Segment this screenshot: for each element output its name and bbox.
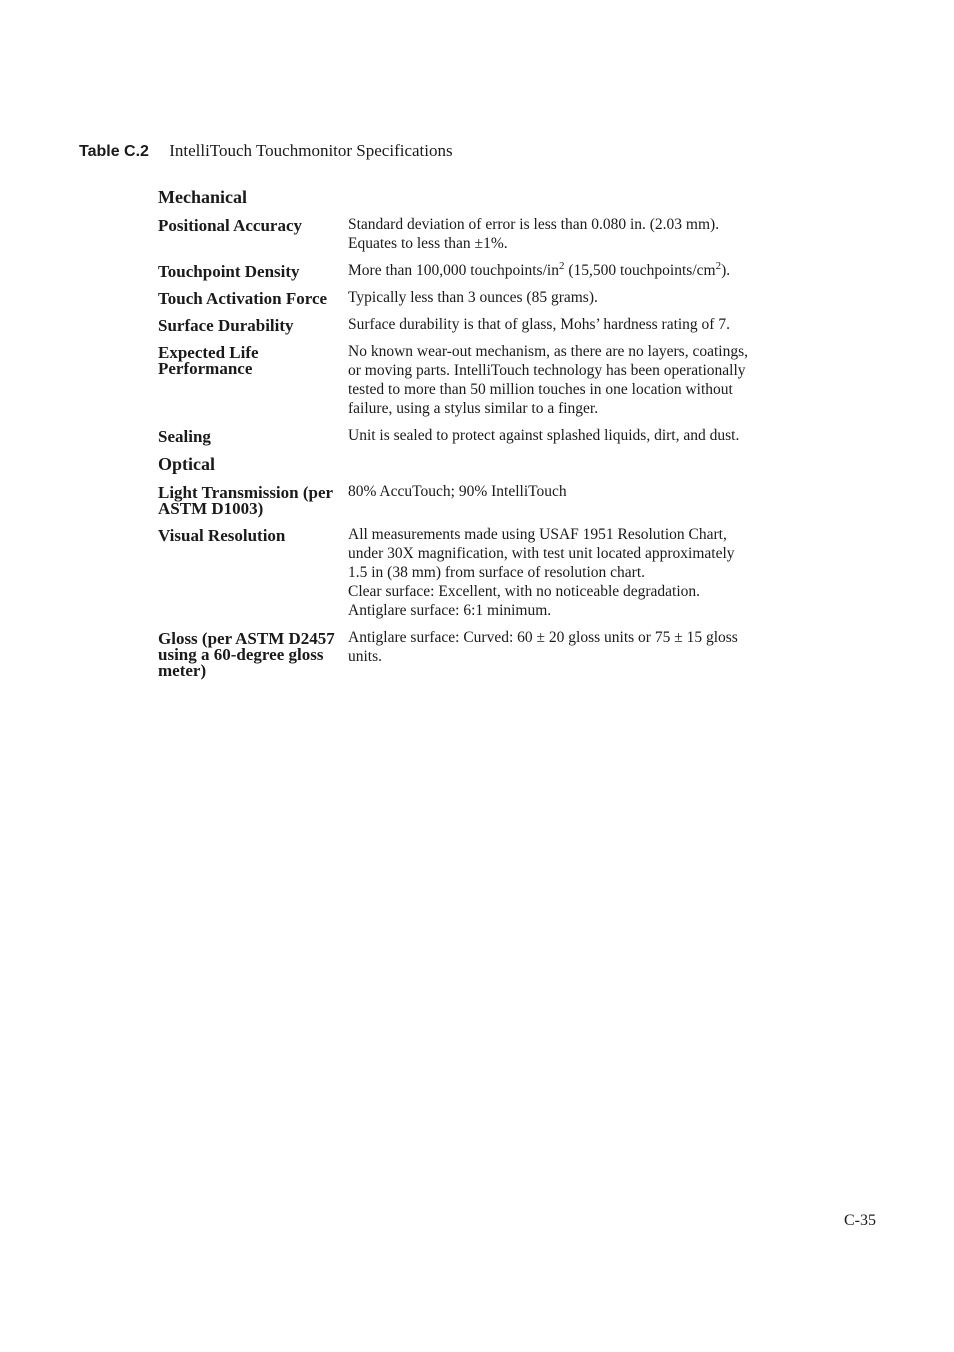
- spec-label: Sealing: [158, 427, 211, 446]
- spec-value-line: units.: [348, 648, 383, 665]
- table-number: Table C.2: [79, 143, 149, 160]
- spec-value: [348, 426, 798, 445]
- spec-value-line: Antiglare surface: 6:1 minimum.: [348, 602, 552, 619]
- superscript: 2: [715, 259, 722, 272]
- spec-row-touch-activation-force: [158, 288, 798, 307]
- spec-value-line: or moving parts. IntelliTouch technology has been operationally: [348, 362, 746, 379]
- spec-row-positional-accuracy: [158, 215, 798, 253]
- spec-row-visual-resolution: [158, 525, 798, 620]
- spec-label: Positional Accuracy: [158, 216, 303, 235]
- table-title: IntelliTouch Touchmonitor Specifications: [169, 141, 453, 160]
- superscript: 2: [558, 259, 565, 272]
- spec-value: [348, 288, 798, 307]
- spec-row-gloss: [158, 628, 798, 679]
- spec-value-line: under 30X magnification, with test unit located approximately: [348, 545, 735, 562]
- spec-value-line: tested to more than 50 million touches in one location without: [348, 381, 733, 398]
- spec-value-line: Clear surface: Excellent, with no noticeable degradation.: [348, 583, 701, 600]
- section-title-mechanical: Mechanical: [158, 187, 247, 207]
- spec-value: [348, 628, 798, 679]
- spec-value-line: No known wear-out mechanism, as there are no layers, coatings,: [348, 343, 748, 360]
- spec-row-touchpoint-density: [158, 261, 798, 280]
- spec-value: [348, 215, 798, 253]
- spec-value: [348, 525, 798, 620]
- value-text: More than 100,000 touchpoints/in: [348, 262, 559, 279]
- spec-value-line: Typically less than 3 ounces (85 grams).: [348, 289, 598, 306]
- spec-value: [348, 342, 798, 418]
- spec-row-surface-durability: [158, 315, 798, 334]
- spec-label: Touchpoint Density: [158, 262, 300, 281]
- spec-label: Light Transmission (per ASTM D1003): [158, 483, 333, 518]
- spec-value: [348, 261, 798, 280]
- spec-label: Expected Life Performance: [158, 343, 259, 378]
- spec-label: Visual Resolution: [158, 526, 286, 545]
- page-number: C-35: [844, 1212, 876, 1229]
- spec-row-sealing: [158, 426, 798, 445]
- spec-value-line: failure, using a stylus similar to a finger.: [348, 400, 599, 417]
- spec-value-line: All measurements made using USAF 1951 Resolution Chart,: [348, 526, 727, 543]
- table-caption: [79, 141, 453, 162]
- spec-value: [348, 482, 798, 517]
- value-text: ).: [721, 262, 731, 279]
- spec-value-line: Standard deviation of error is less than 0.080 in. (2.03 mm).: [348, 216, 720, 233]
- spec-label: Touch Activation Force: [158, 289, 328, 308]
- spec-value-line: 80% AccuTouch; 90% IntelliTouch: [348, 483, 567, 500]
- spec-value: [348, 315, 798, 334]
- spec-row-expected-life: [158, 342, 798, 418]
- spec-label: Surface Durability: [158, 316, 294, 335]
- spec-value-line: Antiglare surface: Curved: 60 ± 20 gloss units or 75 ± 15 gloss: [348, 629, 738, 646]
- value-text: (15,500 touchpoints/cm: [564, 262, 716, 279]
- spec-label: Gloss (per ASTM D2457 using a 60-degree gloss meter): [158, 629, 335, 680]
- section-title-optical: Optical: [158, 454, 215, 474]
- spec-value-line: Unit is sealed to protect against splashed liquids, dirt, and dust.: [348, 427, 740, 444]
- spec-value-line: 1.5 in (38 mm) from surface of resolution chart.: [348, 564, 645, 581]
- spec-value-line: Equates to less than ±1%.: [348, 235, 508, 252]
- spec-table: [158, 186, 798, 687]
- spec-row-light-transmission: [158, 482, 798, 517]
- spec-value-line: Surface durability is that of glass, Mohs’ hardness rating of 7.: [348, 316, 730, 333]
